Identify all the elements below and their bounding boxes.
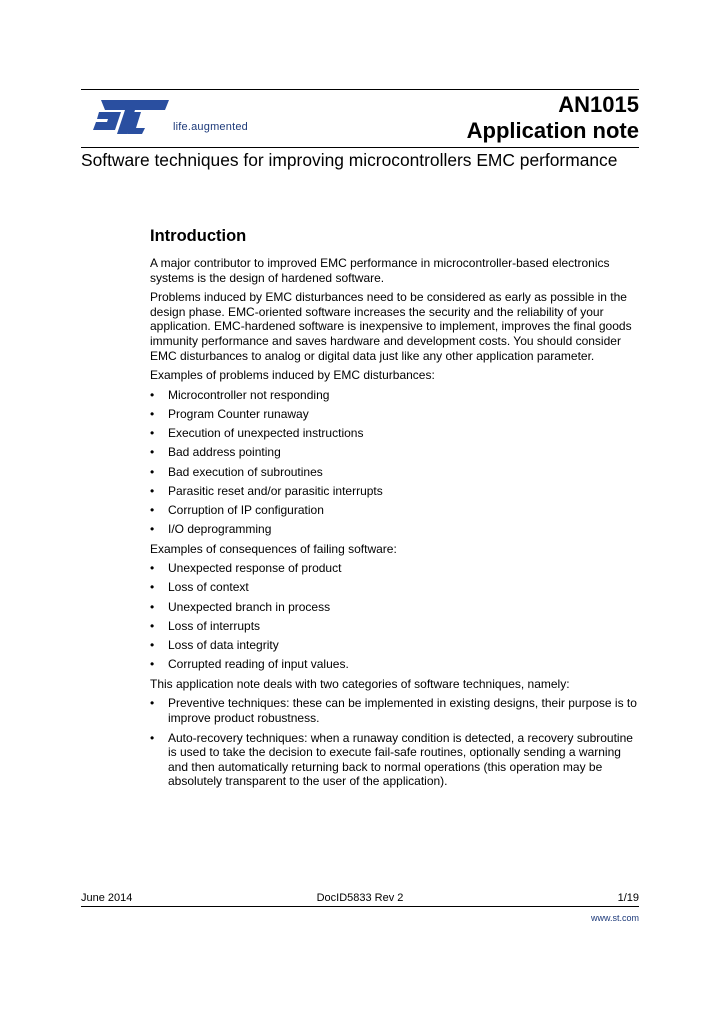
bullet-icon: • [150,502,155,517]
bullet-icon: • [150,657,155,672]
subtitle-rule [81,147,639,148]
list-item: • Parasitic reset and/or parasitic interrupts [150,483,383,498]
footer-page-number: 1/19 [617,892,639,904]
list-item: • Loss of context [150,580,249,595]
footer-rule [81,906,639,907]
section-heading: Introduction [150,227,247,245]
bullet-icon: • [150,638,155,652]
techniques-intro: This application note deals with two categories of software techniques, namely: [150,676,570,691]
list-item: • Unexpected response of product [150,561,342,576]
document-type: Application note [466,118,639,143]
list-item: • Preventive techniques: these can be implemented in existing designs, their purpose is to improve product robustness. [150,696,637,725]
st-logo [91,96,171,138]
problems-list [150,388,642,537]
bullet-icon: • [150,426,155,441]
list-item: • Loss of interrupts [150,618,261,633]
bullet-icon: • [150,561,155,576]
list-item: • Bad execution of subroutines [150,464,323,479]
list-item: • Loss of data integrity [150,638,279,652]
bullet-icon: • [150,522,155,537]
bullet-icon: • [150,618,155,633]
bullet-icon: • [150,387,155,402]
bullet-icon: • [150,696,155,711]
footer-doc-id: DocID5833 Rev 2 [316,892,404,904]
bullet-icon: • [150,580,155,595]
bullet-icon: • [150,483,155,498]
document-subtitle: Software techniques for improving microcontrollers EMC performance [81,150,618,170]
intro-paragraph-1: A major contributor to improved EMC performance in microcontroller-based electronics systems is the design of hardened software. [150,256,610,285]
bullet-icon: • [150,599,155,614]
problems-intro: Examples of problems induced by EMC disturbances: [150,368,435,383]
top-rule [81,89,639,90]
document-number: AN1015 [558,92,639,117]
list-item: • Unexpected branch in process [150,599,331,614]
website-link[interactable]: www.st.com [590,913,639,923]
consequences-list [150,561,642,672]
bullet-icon: • [150,406,155,421]
list-item: • Auto-recovery techniques: when a runaway condition is detected, a recovery subroutine is used to take the decision to execute fail-safe routines, optionally sending a warning and then automatically returning back to normal operations (this operation may be absolutely transparent to the user of the application). [150,730,633,789]
consequences-intro: Examples of consequences of failing software: [150,541,397,556]
list-item: • Bad address pointing [150,445,281,460]
bullet-icon: • [150,445,155,460]
list-item: • Corrupted reading of input values. [150,657,349,672]
techniques-list [150,696,642,789]
list-item: • Microcontroller not responding [150,387,330,402]
bullet-icon: • [150,730,155,745]
list-item: • Program Counter runaway [150,406,309,421]
brand-tagline: life.augmented [173,121,248,133]
intro-paragraph-2: Problems induced by EMC disturbances need to be considered as early as possible in the design phase. EMC-oriented software increases the security and the reliability of your application. EMC-hardened software is inexpensive to implement, improves the final goods immunity performance and saves hardware and development costs. You should consider EMC disturbances to analog or digital data just like any other application parameter. [150,290,632,363]
introduction-section [150,226,642,794]
bullet-icon: • [150,464,155,479]
list-item: • I/O deprogramming [150,522,272,537]
footer-date: June 2014 [81,892,133,904]
list-item: • Corruption of IP configuration [150,502,324,517]
list-item: • Execution of unexpected instructions [150,426,364,441]
